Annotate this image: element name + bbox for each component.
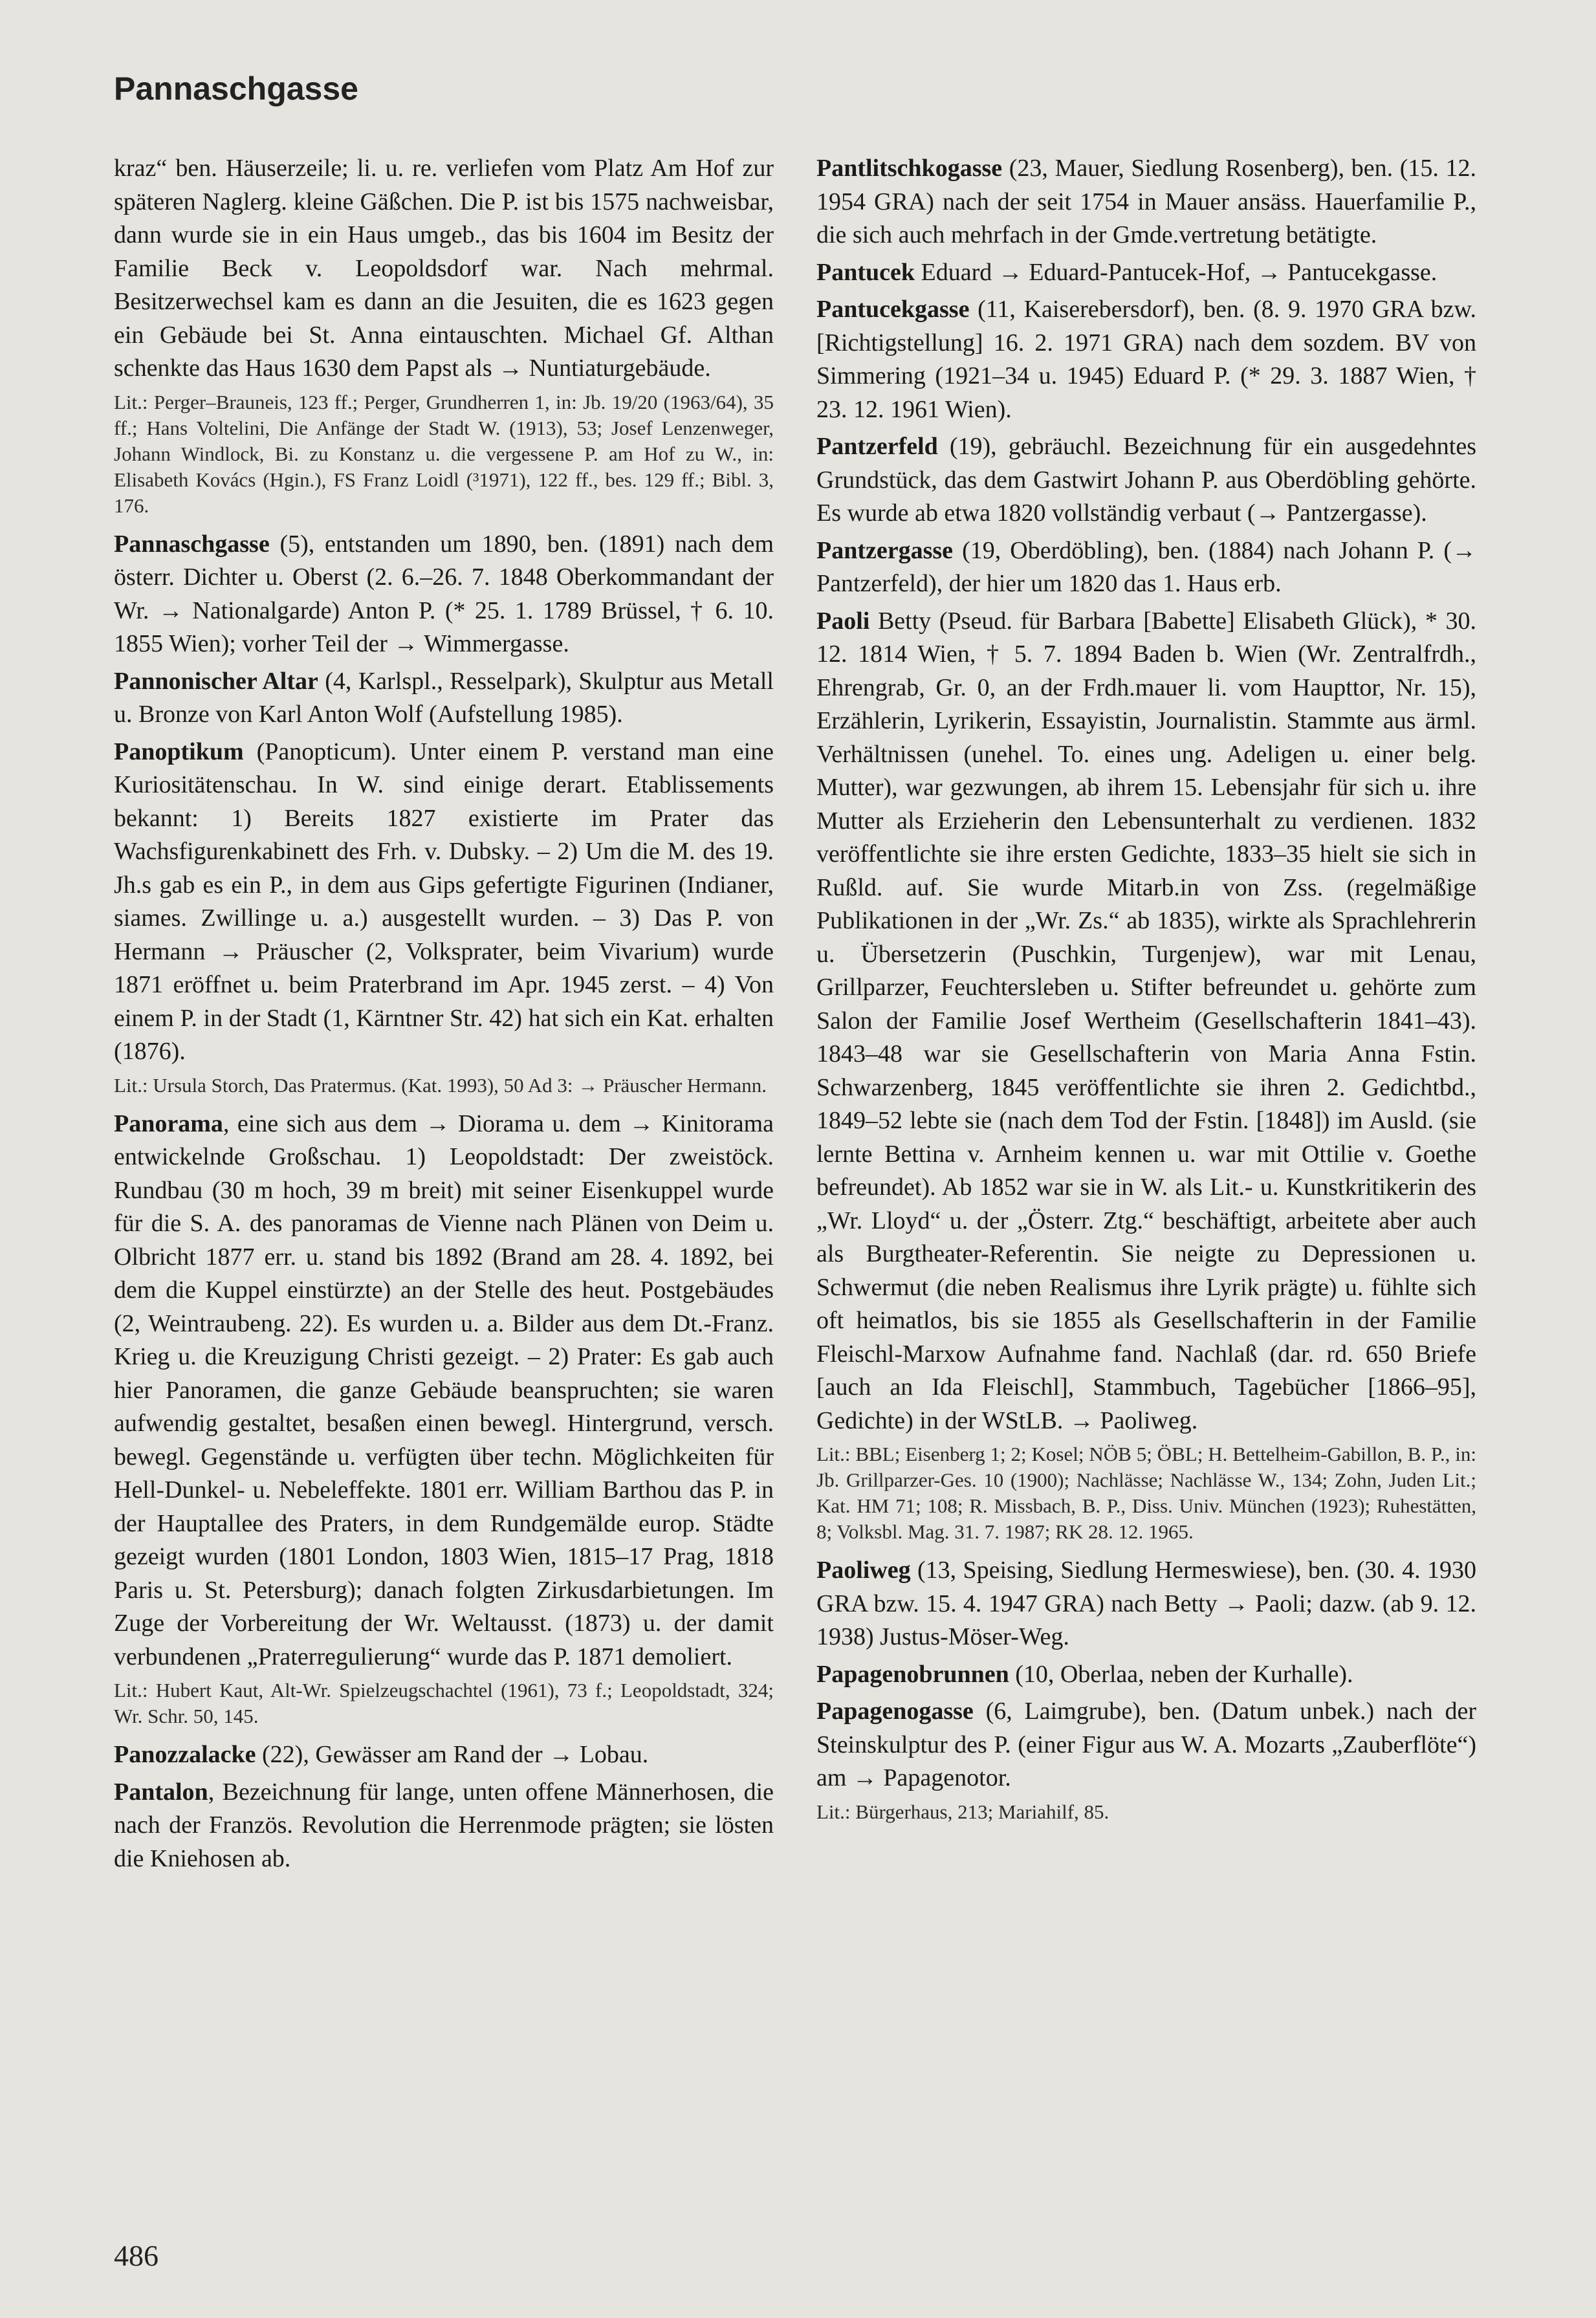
entry-body: (13, Speising, Siedlung Hermeswiese), ben. (30. 4. 1930 GRA bzw. 15. 4. 1947 GRA) nach Betty → Paoli; dazw. (ab 9. 12. 1938) Justus-Möser-Weg.	[816, 1557, 1476, 1650]
entry-keyword: Paoli	[816, 607, 870, 635]
entry-pantalon	[114, 1776, 774, 1876]
entry-body: (19), gebräuchl. Bezeichnung für ein ausgedehntes Grundstück, das dem Gastwirt Johann P. aus Oberdöbling gehörte. Es wurde ab etwa 1820 vollständig verbaut (→ Pantzergasse).	[816, 433, 1476, 527]
entry-body: (22), Gewässer am Rand der → Lobau.	[256, 1741, 649, 1768]
entry-keyword: Panoptikum	[114, 738, 244, 765]
literature-note: Lit.: Perger–Brauneis, 123 ff.; Perger, Grundherren 1, in: Jb. 19/20 (1963/64), 35 ff.; Hans Voltelini, Die Anfänge der Stadt W. (1913), 53; Josef Lenzenweger, Johann Windlock, Bi. zu Konstanz u. die vergessene P. am Hof zu W., in: Elisabeth Kovács (Hgin.), FS Franz Loidl (³1971), 122 ff., bes. 129 ff.; Bibl. 3, 176.	[114, 390, 774, 517]
entry-keyword: Panorama	[114, 1110, 223, 1137]
entry-pannonischer-altar	[114, 665, 774, 732]
entry-keyword: Pantzerfeld	[816, 433, 938, 460]
entry-body: (6, Laimgrube), ben. (Datum unbek.) nach der Steinskulptur des P. (einer Figur aus W. A. Mozarts „Zauberflöte“) am → Papagenotor.	[816, 1698, 1476, 1791]
entry-pantucekgasse	[816, 293, 1476, 426]
entry-papagenobrunnen	[816, 1658, 1476, 1692]
entry-pantlitschkogasse	[816, 152, 1476, 252]
literature-note: Lit.: Bürgerhaus, 213; Mariahilf, 85.	[816, 1800, 1110, 1823]
entry-body: , eine sich aus dem → Diorama u. dem → Kinitorama entwickelnde Großschau. 1) Leopoldstadt: Der zweistöck. Rundbau (30 m hoch, 39 m breit) mit seiner Eisenkuppel wurde für die S. A. des panoramas de Vienne nach Plänen von Deim u. Olbricht 1877 err. u. stand bis 1892 (Brand am 28. 4. 1892, bei dem die Kuppel einstürzte) an der Stelle des heut. Postgebäudes (2, Weintraubeng. 22). Es wurden u. a. Bilder aus dem Dt.-Franz. Krieg u. die Kreuzigung Christi gezeigt. – 2) Prater: Es gab auch hier Panoramen, die ganze Gebäude beanspruchten; sie waren aufwendig gestaltet, besaßen einen bewegl. Hintergrund, versch. bewegl. Gegenstände u. verfügten über techn. Möglichkeiten für Hell-Dunkel- u. Nebeleffekte. 1801 err. William Barthou das P. in der Hauptallee des Praters, in dem Rundgemälde europ. Städte gezeigt wurden (1801 London, 1803 Wien, 1815–17 Prag, 1818 Paris u. St. Petersburg); danach folgten Zirkusdarbietungen. Im Zuge der Vorbereitung der Wr. Weltausst. (1873) u. der damit verbundenen „Praterregulierung“ wurde das P. 1871 demoliert.	[114, 1110, 774, 1670]
entry-keyword: Pantucekgasse	[816, 296, 970, 323]
entry-body: (4, Karlspl., Resselpark), Skulptur aus Metall u. Bronze von Karl Anton Wolf (Aufstellung 1985).	[114, 667, 774, 728]
entry-body: (10, Oberlaa, neben der Kurhalle).	[1009, 1660, 1353, 1688]
right-column	[816, 152, 1476, 1834]
literature-note: Lit.: BBL; Eisenberg 1; 2; Kosel; NÖB 5; ÖBL; H. Bettelheim-Gabillon, B. P., in: Jb. Grillparzer-Ges. 10 (1900); Nachlässe; Nachlässe W., 134; Zohn, Juden Lit.; Kat. HM 71; 108; R. Missbach, B. P., Diss. Univ. München (1923); Ruhestätten, 8; Volksbl. Mag. 31. 7. 1987; RK 28. 12. 1965.	[816, 1443, 1476, 1543]
entry-keyword: Pantlitschkogasse	[816, 155, 1003, 182]
literature-note: Lit.: Hubert Kaut, Alt-Wr. Spielzeugschachtel (1961), 73 f.; Leopoldstadt, 324; Wr. Schr. 50, 145.	[114, 1679, 774, 1727]
entry-pannaschgasse	[114, 528, 774, 661]
literature-note: Lit.: Ursula Storch, Das Pratermus. (Kat. 1993), 50 Ad 3: → Präuscher Hermann.	[114, 1073, 767, 1097]
entry-pantucek	[816, 256, 1476, 290]
entry-panozzalacke	[114, 1738, 774, 1772]
entry-panoptikum	[114, 736, 774, 1069]
entry-keyword: Pannaschgasse	[114, 530, 270, 558]
entry-text: kraz“ ben. Häuserzeile; li. u. re. verliefen vom Platz Am Hof zur späteren Naglerg. kleine Gäßchen. Die P. ist bis 1575 nachweisbar, dann wurde sie in ein Haus umgeb., das bis 1604 im Besitz der Familie Beck v. Leopoldsdorf war. Nach mehrmal. Besitzerwechsel kam es dann an die Jesuiten, die es 1623 gegen ein Gebäude bei St. Anna eintauschten. Michael Gf. Althan schenkte das Haus 1630 dem Papst als → Nuntiaturgebäude.	[114, 155, 774, 382]
entry-keyword: Papagenobrunnen	[816, 1660, 1009, 1688]
entry-keyword: Pannonischer Altar	[114, 667, 318, 695]
entry-body: , Bezeichnung für lange, unten offene Männerhosen, die nach der Französ. Revolution die Herrenmode prägten; sie lösten die Kniehosen ab.	[114, 1778, 774, 1872]
entry-keyword: Paoliweg	[816, 1557, 911, 1584]
entry-paoliweg	[816, 1554, 1476, 1654]
entry-panorama	[114, 1108, 774, 1674]
entry-keyword: Papagenogasse	[816, 1698, 974, 1725]
entry-keyword: Panozzalacke	[114, 1741, 256, 1768]
entry-body: (11, Kaiserebersdorf), ben. (8. 9. 1970 GRA bzw. [Richtigstellung] 16. 2. 1971 GRA) nach dem sozdem. BV von Simmering (1921–34 u. 1945) Eduard P. (* 29. 3. 1887 Wien, † 23. 12. 1961 Wien).	[816, 296, 1476, 423]
entry-paoli	[816, 605, 1476, 1438]
entry-body: (19, Oberdöbling), ben. (1884) nach Johann P. (→ Pantzerfeld), der hier um 1820 das 1. Haus erb.	[816, 536, 1476, 597]
entry-papagenogasse	[816, 1695, 1476, 1795]
page-header: Pannaschgasse	[114, 71, 358, 107]
entry-body: (5), entstanden um 1890, ben. (1891) nach dem österr. Dichter u. Oberst (2. 6.–26. 7. 1848 Oberkommandant der Wr. → Nationalgarde) Anton P. (* 25. 1. 1789 Brüssel, † 6. 10. 1855 Wien); vorher Teil der → Wimmergasse.	[114, 530, 774, 657]
entry-body: (Panopticum). Unter einem P. verstand man eine Kuriositätenschau. In W. sind einige derart. Etablissements bekannt: 1) Bereits 1827 existierte im Prater das Wachsfigurenkabinett des Frh. v. Dubsky. – 2) Um die M. des 19. Jh.s gab es ein P., in dem aus Gips gefertigte Figurinen (Indianer, siames. Zwillinge u. a.) ausgestellt wurden. – 3) Das P. von Hermann → Präuscher (2, Volksprater, beim Vivarium) wurde 1871 eröffnet u. beim Praterbrand im Apr. 1945 zerst. – 4) Von einem P. in der Stadt (1, Kärntner Str. 42) hat sich ein Kat. erhalten (1876).	[114, 738, 774, 1065]
entry-keyword: Pantucek	[816, 258, 915, 286]
entry-body: (23, Mauer, Siedlung Rosenberg), ben. (15. 12. 1954 GRA) nach der seit 1754 in Mauer ansäss. Hauerfamilie P., die sich auch mehrfach in der Gmde.vertretung betätigte.	[816, 155, 1476, 248]
entry-keyword: Pantalon	[114, 1778, 208, 1806]
left-column	[114, 152, 774, 1879]
page-number: 486	[114, 2239, 159, 2272]
entry-body: Eduard → Eduard-Pantucek-Hof, → Pantucekgasse.	[915, 258, 1437, 286]
entry-body: Betty (Pseud. für Barbara [Babette] Elisabeth Glück), * 30. 12. 1814 Wien, † 5. 7. 1894 Baden b. Wien (Wr. Zentralfrdh., Ehrengrab, Gr. 0, an der Frdh.mauer li. vom Haupttor, Nr. 15), Erzählerin, Lyrikerin, Essayistin, Journalistin. Stammte aus ärml. Verhältnissen (unehel. To. eines ung. Adeligen u. einer belg. Mutter), war gezwungen, ab ihrem 15. Lebensjahr für sich u. ihre Mutter als Erzieherin den Lebensunterhalt zu verdienen. 1832 veröffentlichte sie ihre ersten Gedichte, 1833–35 hielt sie sich in Rußld. auf. Sie wurde Mitarb.in von Zss. (regelmäßige Publikationen in der „Wr. Zs.“ ab 1835), wirkte als Sprachlehrerin u. Übersetzerin (Puschkin, Turgenjew), war mit Lenau, Grillparzer, Feuchtersleben u. Stifter befreundet u. gehörte zum Salon der Familie Josef Wertheim (Gesellschafterin 1841–43). 1843–48 war sie Gesellschafterin von Maria Anna Fstin. Schwarzenberg, 1845 veröffentlichte sie ihren 2. Gedichtbd., 1849–52 lebte sie (nach dem Tod der Fstin. [1848]) im Ausld. (sie lernte Bettina v. Arnheim kennen u. war mit Ottilie v. Goethe befreundet). Ab 1852 war sie in W. als Lit.- u. Kunstkritikerin des „Wr. Lloyd“ u. der „Österr. Ztg.“ beschäftigt, arbeitete aber auch als Burgtheater-Referentin. Sie neigte zu Depressionen u. Schwermut (die neben Realismus ihre Lyrik prägte) u. fühlte sich oft heimatlos, bis sie 1855 als Gesellschafterin in der Familie Fleischl-Marxow Aufnahme fand. Nachlaß (dar. rd. 650 Briefe [auch an Ida Fleischl], Stammbuch, Tagebücher [1866–95], Gedichte) in der WStLB. → Paoliweg.	[816, 607, 1476, 1434]
entry-pantzerfeld	[816, 430, 1476, 530]
entry-pantzergasse	[816, 534, 1476, 601]
entry-keyword: Pantzergasse	[816, 536, 954, 564]
